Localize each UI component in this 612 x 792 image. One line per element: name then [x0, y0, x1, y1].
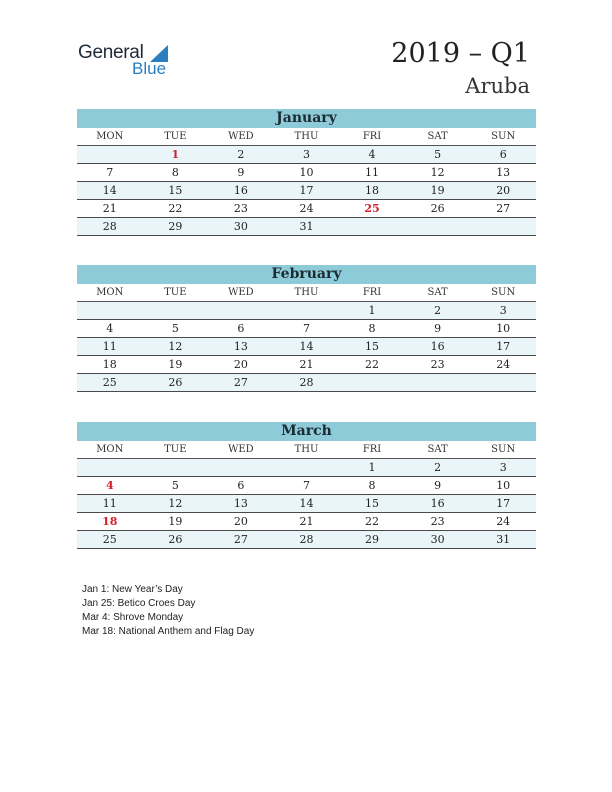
month-january: [77, 109, 536, 236]
day-cell: 7: [77, 164, 143, 182]
day-cell: 16: [405, 495, 471, 513]
day-cell: 24: [470, 513, 536, 531]
weekday-fri: FRI: [339, 441, 405, 459]
day-cell: 24: [470, 356, 536, 374]
weekday-tue: TUE: [143, 128, 209, 146]
day-cell: 27: [470, 200, 536, 218]
month-february: [77, 265, 536, 392]
day-cell: 10: [274, 164, 340, 182]
day-cell: 2: [405, 459, 471, 477]
calendar-table: [77, 128, 536, 236]
week-row: [77, 302, 536, 320]
empty-day-cell: [77, 459, 143, 477]
holiday-note: Jan 1: New Year’s Day: [82, 584, 183, 595]
day-cell: 6: [470, 146, 536, 164]
logo-text-general: General: [78, 42, 144, 63]
month-header: March: [77, 422, 536, 441]
weekday-mon: MON: [77, 128, 143, 146]
weekday-fri: FRI: [339, 284, 405, 302]
weekday-row: [77, 128, 536, 146]
week-row: [77, 495, 536, 513]
day-cell: 15: [339, 495, 405, 513]
day-cell: 18: [77, 356, 143, 374]
holiday-notes: [82, 583, 254, 639]
weekday-thu: THU: [274, 128, 340, 146]
day-cell: 25: [339, 200, 405, 218]
day-cell: 10: [470, 320, 536, 338]
day-cell: 11: [339, 164, 405, 182]
weekday-thu: THU: [274, 441, 340, 459]
day-cell: 19: [143, 356, 209, 374]
weekday-thu: THU: [274, 284, 340, 302]
day-cell: 26: [143, 374, 209, 392]
weekday-row: [77, 441, 536, 459]
day-cell: 18: [77, 513, 143, 531]
day-cell: 4: [77, 477, 143, 495]
week-row: [77, 164, 536, 182]
logo-text-blue: Blue: [132, 59, 167, 78]
day-cell: 27: [208, 531, 274, 549]
week-row: [77, 182, 536, 200]
empty-day-cell: [405, 374, 471, 392]
day-cell: 31: [470, 531, 536, 549]
day-cell: 7: [274, 477, 340, 495]
day-cell: 16: [405, 338, 471, 356]
weekday-mon: MON: [77, 441, 143, 459]
day-cell: 19: [143, 513, 209, 531]
weekday-sat: SAT: [405, 441, 471, 459]
day-cell: 19: [405, 182, 471, 200]
day-cell: 4: [339, 146, 405, 164]
day-cell: 7: [274, 320, 340, 338]
day-cell: 20: [208, 356, 274, 374]
empty-day-cell: [77, 302, 143, 320]
holiday-note: Mar 18: National Anthem and Flag Day: [82, 626, 255, 637]
day-cell: 14: [77, 182, 143, 200]
week-row: [77, 513, 536, 531]
day-cell: 28: [77, 218, 143, 236]
day-cell: 1: [339, 459, 405, 477]
empty-day-cell: [470, 218, 536, 236]
weekday-wed: WED: [208, 284, 274, 302]
day-cell: 16: [208, 182, 274, 200]
day-cell: 11: [77, 338, 143, 356]
week-row: [77, 356, 536, 374]
day-cell: 1: [143, 146, 209, 164]
week-row: [77, 459, 536, 477]
holiday-note: Mar 4: Shrove Monday: [82, 612, 184, 623]
day-cell: 28: [274, 531, 340, 549]
calendar-table: [77, 284, 536, 392]
empty-day-cell: [274, 459, 340, 477]
week-row: [77, 338, 536, 356]
week-row: [77, 146, 536, 164]
day-cell: 9: [208, 164, 274, 182]
empty-day-cell: [208, 302, 274, 320]
day-cell: 21: [77, 200, 143, 218]
day-cell: 8: [339, 477, 405, 495]
day-cell: 18: [339, 182, 405, 200]
day-cell: 23: [208, 200, 274, 218]
empty-day-cell: [339, 218, 405, 236]
day-cell: 5: [143, 320, 209, 338]
day-cell: 13: [208, 495, 274, 513]
month-header: January: [77, 109, 536, 128]
day-cell: 21: [274, 356, 340, 374]
day-cell: 20: [470, 182, 536, 200]
day-cell: 10: [470, 477, 536, 495]
day-cell: 5: [143, 477, 209, 495]
day-cell: 3: [470, 459, 536, 477]
day-cell: 22: [143, 200, 209, 218]
weekday-tue: TUE: [143, 441, 209, 459]
weekday-wed: WED: [208, 128, 274, 146]
day-cell: 4: [77, 320, 143, 338]
weekday-fri: FRI: [339, 128, 405, 146]
day-cell: 11: [77, 495, 143, 513]
day-cell: 26: [143, 531, 209, 549]
month-header: February: [77, 265, 536, 284]
day-cell: 23: [405, 513, 471, 531]
weekday-row: [77, 284, 536, 302]
empty-day-cell: [143, 459, 209, 477]
weekday-sun: SUN: [470, 441, 536, 459]
day-cell: 17: [274, 182, 340, 200]
day-cell: 22: [339, 356, 405, 374]
empty-day-cell: [339, 374, 405, 392]
day-cell: 23: [405, 356, 471, 374]
day-cell: 9: [405, 477, 471, 495]
empty-day-cell: [405, 218, 471, 236]
day-cell: 27: [208, 374, 274, 392]
day-cell: 8: [143, 164, 209, 182]
week-row: [77, 320, 536, 338]
day-cell: 25: [77, 374, 143, 392]
day-cell: 2: [405, 302, 471, 320]
day-cell: 12: [143, 338, 209, 356]
day-cell: 6: [208, 320, 274, 338]
weekday-sat: SAT: [405, 284, 471, 302]
weekday-sun: SUN: [470, 284, 536, 302]
empty-day-cell: [208, 459, 274, 477]
day-cell: 25: [77, 531, 143, 549]
day-cell: 12: [405, 164, 471, 182]
day-cell: 17: [470, 495, 536, 513]
day-cell: 17: [470, 338, 536, 356]
weekday-sat: SAT: [405, 128, 471, 146]
day-cell: 12: [143, 495, 209, 513]
day-cell: 15: [339, 338, 405, 356]
empty-day-cell: [274, 302, 340, 320]
calendar-table: [77, 441, 536, 549]
day-cell: 5: [405, 146, 471, 164]
day-cell: 3: [470, 302, 536, 320]
day-cell: 14: [274, 495, 340, 513]
week-row: [77, 200, 536, 218]
weekday-sun: SUN: [470, 128, 536, 146]
day-cell: 8: [339, 320, 405, 338]
week-row: [77, 218, 536, 236]
day-cell: 2: [208, 146, 274, 164]
day-cell: 13: [208, 338, 274, 356]
day-cell: 9: [405, 320, 471, 338]
day-cell: 28: [274, 374, 340, 392]
holiday-note: Jan 25: Betico Croes Day: [82, 598, 196, 609]
weekday-wed: WED: [208, 441, 274, 459]
week-row: [77, 477, 536, 495]
day-cell: 26: [405, 200, 471, 218]
day-cell: 15: [143, 182, 209, 200]
weekday-tue: TUE: [143, 284, 209, 302]
day-cell: 29: [143, 218, 209, 236]
month-march: [77, 422, 536, 549]
day-cell: 31: [274, 218, 340, 236]
day-cell: 30: [405, 531, 471, 549]
logo: [78, 42, 167, 78]
day-cell: 3: [274, 146, 340, 164]
day-cell: 13: [470, 164, 536, 182]
page-title: 2019 – Q1: [391, 38, 530, 69]
week-row: [77, 531, 536, 549]
week-row: [77, 374, 536, 392]
day-cell: 21: [274, 513, 340, 531]
day-cell: 24: [274, 200, 340, 218]
day-cell: 6: [208, 477, 274, 495]
empty-day-cell: [77, 146, 143, 164]
empty-day-cell: [470, 374, 536, 392]
day-cell: 14: [274, 338, 340, 356]
day-cell: 30: [208, 218, 274, 236]
empty-day-cell: [143, 302, 209, 320]
day-cell: 29: [339, 531, 405, 549]
day-cell: 1: [339, 302, 405, 320]
day-cell: 22: [339, 513, 405, 531]
country-name: Aruba: [465, 74, 530, 98]
weekday-mon: MON: [77, 284, 143, 302]
day-cell: 20: [208, 513, 274, 531]
